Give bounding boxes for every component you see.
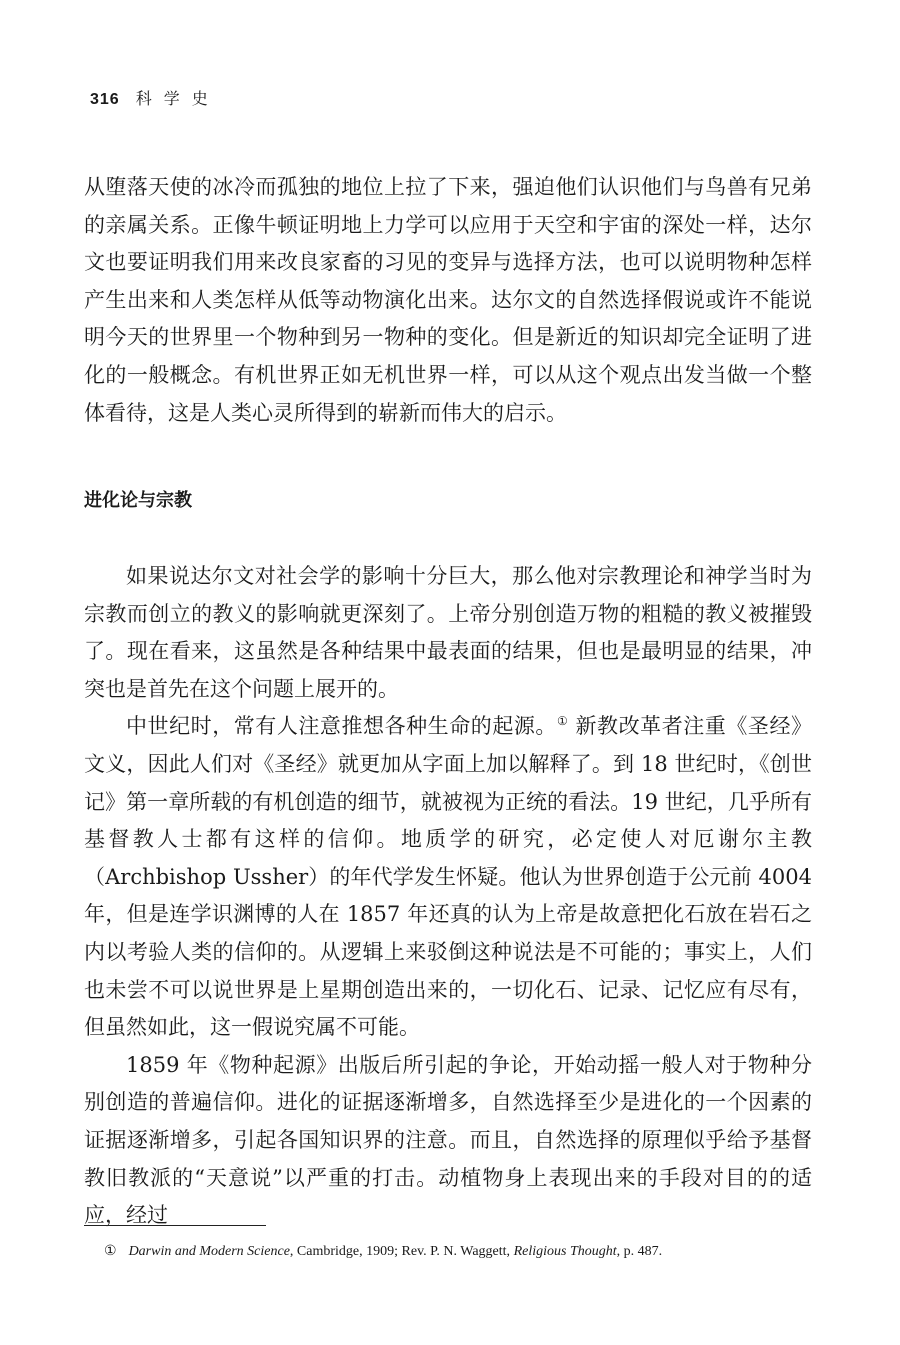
paragraph-text: 新教改革者注重《圣经》文义，因此人们对《圣经》就更加从字面上加以解释了。到 18 世纪时，《创世记》第一章所载的有机创造的细节，就被视为正统的看法。19 世纪，几乎所有基督教人士都有这样的信仰。地质学的研究，必定使人对厄谢尔主教（Archbishop Ussher）的年代学发生怀疑。他认为世界创造于公元前 4004 年，但是连学识渊博的人在 1857 年还真的认为上帝是故意把化石放在岩石之内以考验人类的信仰的。从逻辑上来驳倒这种说法是不可能的；事实上，人们也未尝不可以说世界是上星期创造出来的，一切化石、记录、记忆应有尽有，但虽然如此，这一假说究属不可能。	[84, 714, 812, 1040]
citation-text: , Cambridge, 1909; Rev. P. N. Waggett,	[289, 1244, 514, 1259]
paragraph-text: 中世纪时，常有人注意推想各种生命的起源。	[126, 714, 557, 739]
continued-paragraph	[84, 169, 812, 432]
footnote-reference[interactable]: ①	[556, 714, 569, 729]
page-number: 316	[90, 91, 120, 108]
footnote-mark: ①	[104, 1244, 117, 1259]
cited-title: Darwin and Modern Science	[128, 1244, 290, 1259]
paragraph: 如果说达尔文对社会学的影响十分巨大，那么他对宗教理论和神学当时为宗教而创立的教义的影响就更深刻了。上帝分别创造万物的粗糙的教义被摧毁了。现在看来，这虽然是各种结果中最表面的结果，但也是最明显的结果，冲突也是首先在这个问题上展开的。	[84, 564, 812, 701]
book-title: 科学史	[135, 89, 220, 108]
paragraph: 从堕落天使的冰冷而孤独的地位上拉了下来，强迫他们认识他们与鸟兽有兄弟的亲属关系。正像牛顿证明地上力学可以应用于天空和宇宙的深处一样，达尔文也要证明我们用来改良家畜的习见的变异与选择方法，也可以说明物种怎样产生出来和人类怎样从低等动物演化出来。达尔文的自然选择假说或许不能说明今天的世界里一个物种到另一物种的变化。但是新近的知识却完全证明了进化的一般概念。有机世界正如无机世界一样，可以从这个观点出发当做一个整体看待，这是人类心灵所得到的崭新而伟大的启示。	[84, 175, 812, 425]
paragraph	[84, 708, 812, 1046]
footnote-divider	[84, 1225, 266, 1226]
paragraph: 1859 年《物种起源》出版后所引起的争论，开始动摇一般人对于物种分别创造的普遍信仰。进化的证据逐渐增多，自然选择至少是进化的一个因素的证据逐渐增多，引起各国知识界的注意。而且，自然选择的原理似乎给予基督教旧教派的“天意说”以严重的打击。动植物身上表现出来的手段对目的的适应，经过	[84, 1052, 812, 1228]
running-header	[90, 86, 220, 109]
cited-title: Religious Thought	[513, 1244, 617, 1259]
footnote	[104, 1243, 662, 1260]
section-body	[84, 558, 812, 1235]
citation-text: , p. 487.	[616, 1244, 663, 1259]
section-title: 进化论与宗教	[84, 490, 192, 511]
